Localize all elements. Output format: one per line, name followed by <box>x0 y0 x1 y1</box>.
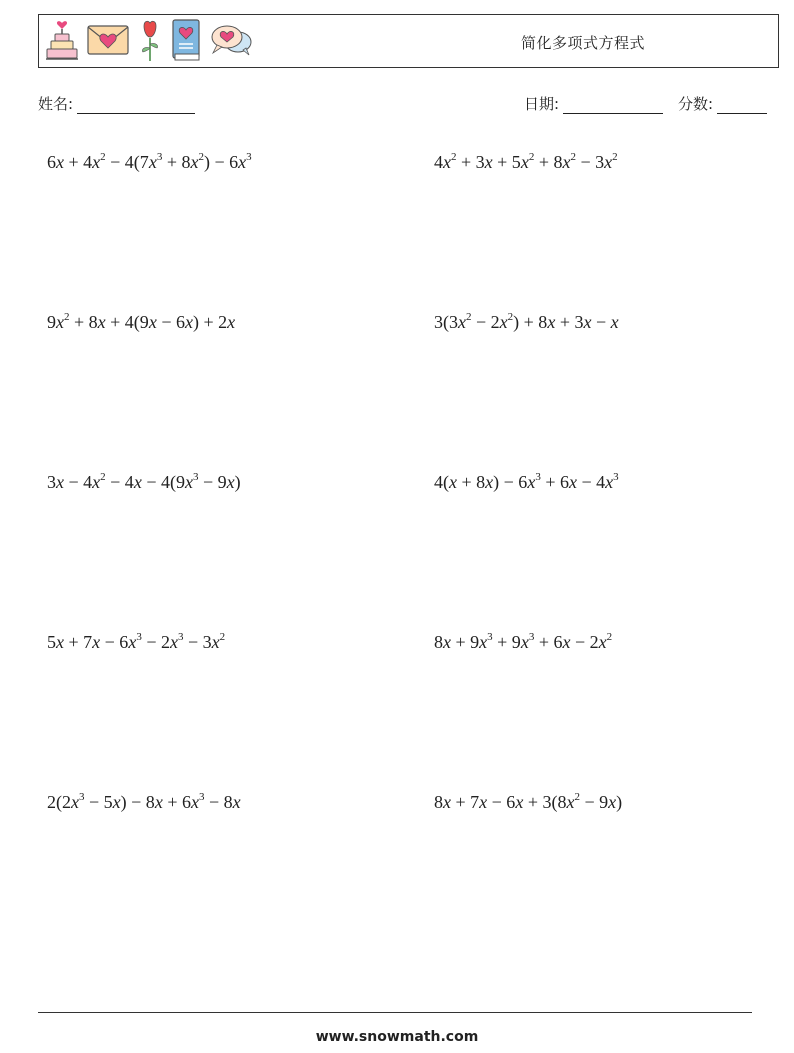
problem-3: $9x^2 + 8x + 4(9x - 6x) + 2x$ <box>47 311 236 332</box>
problem-8: $8x + 9x^3 + 9x^3 + 6x - 2x^2$ <box>434 631 613 652</box>
header-icons <box>45 19 260 65</box>
footer-divider <box>38 1012 752 1013</box>
problem-7: $5x + 7x - 6x^3 - 2x^3 - 3x^2$ <box>47 631 226 652</box>
problem-4: $3(3x^2 - 2x^2) + 8x + 3x - x$ <box>434 311 619 332</box>
problem-9: $2(2x^3 - 5x) - 8x + 6x^3 - 8x$ <box>47 791 241 812</box>
score-field <box>678 93 767 114</box>
name-field <box>38 93 195 114</box>
cake-icon <box>45 19 79 65</box>
score-blank-line[interactable] <box>717 98 767 114</box>
name-blank-line[interactable] <box>77 98 195 114</box>
problem-6: $4(x + 8x) - 6x^3 + 6x - 4x^3$ <box>434 471 619 492</box>
problem-5: $3x - 4x^2 - 4x - 4(9x^3 - 9x)$ <box>47 471 241 492</box>
love-letter-icon <box>86 23 130 61</box>
problem-2: $4x^2 + 3x + 5x^2 + 8x^2 - 3x^2$ <box>434 151 618 172</box>
heart-speech-bubble-icon <box>209 23 253 61</box>
footer-website: www.snowmath.com <box>315 1029 479 1045</box>
heart-book-icon <box>170 18 202 66</box>
worksheet-header <box>38 14 779 68</box>
name-label: 姓名: <box>38 95 74 113</box>
score-label: 分数: <box>678 95 714 113</box>
date-blank-line[interactable] <box>563 98 663 114</box>
worksheet-title: 简化多项式方程式 <box>521 34 646 52</box>
problem-1: $6x + 4x^2 - 4(7x^3 + 8x^2) - 6x^3$ <box>47 151 252 172</box>
date-field <box>524 93 663 114</box>
date-label: 日期: <box>524 95 560 113</box>
problem-10: $8x + 7x - 6x + 3(8x^2 - 9x)$ <box>434 791 623 812</box>
rose-icon <box>137 18 163 66</box>
